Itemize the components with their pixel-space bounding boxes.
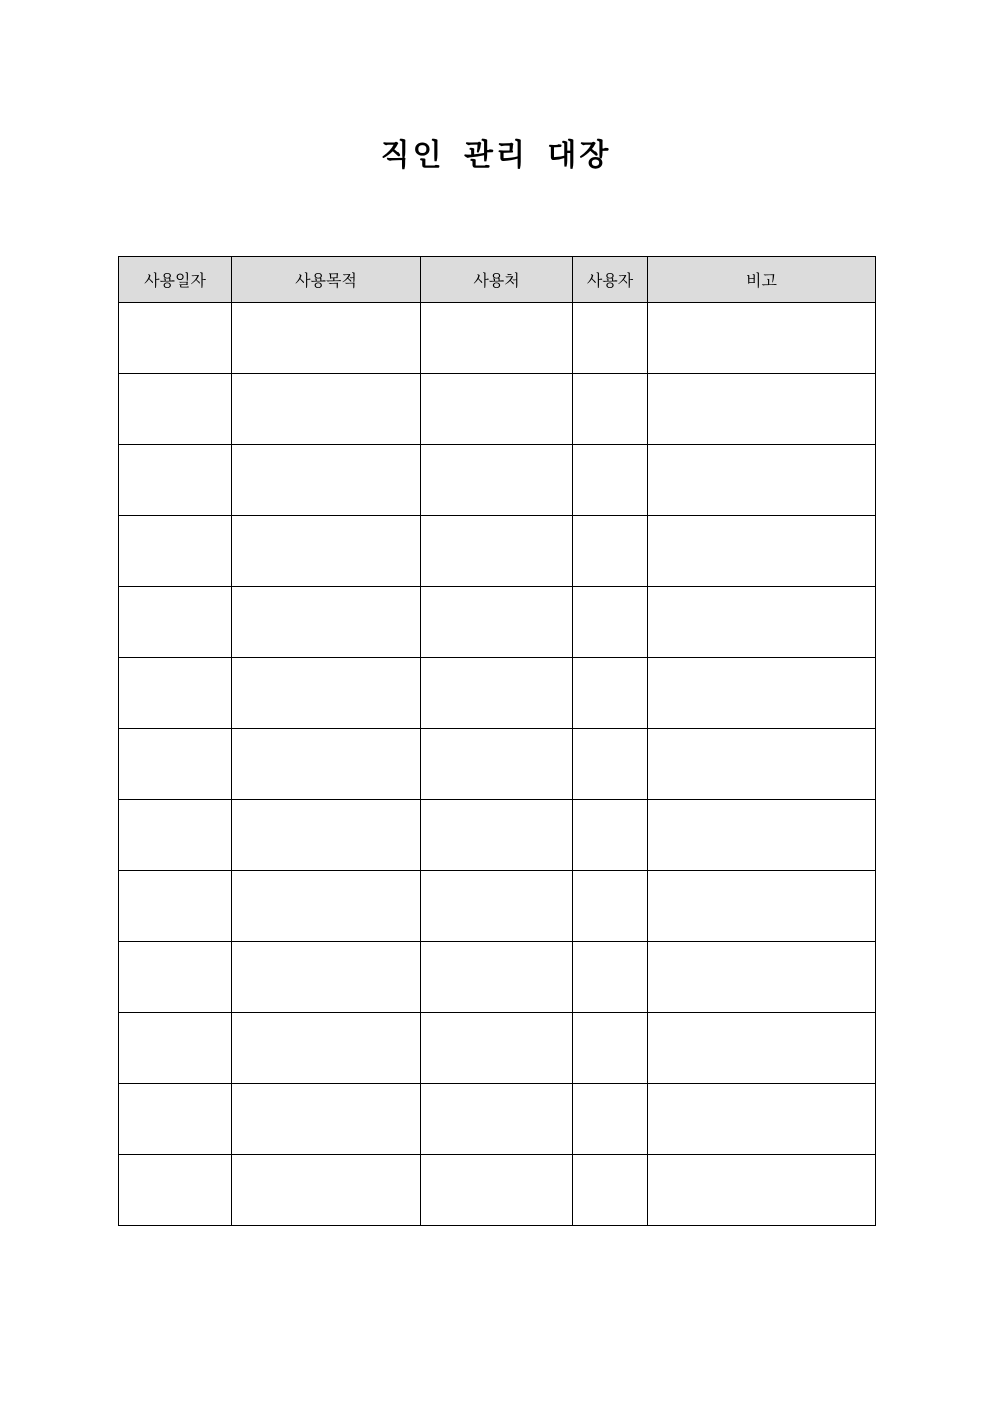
- cell-usage-place[interactable]: [421, 800, 573, 871]
- cell-remarks[interactable]: [648, 658, 876, 729]
- cell-usage-purpose[interactable]: [232, 800, 421, 871]
- cell-usage-purpose[interactable]: [232, 658, 421, 729]
- cell-usage-date[interactable]: [119, 1084, 232, 1155]
- column-header-usage-date: 사용일자: [119, 257, 232, 303]
- cell-user[interactable]: [573, 800, 648, 871]
- cell-remarks[interactable]: [648, 1155, 876, 1226]
- cell-usage-place[interactable]: [421, 303, 573, 374]
- cell-usage-purpose[interactable]: [232, 374, 421, 445]
- table-header-row: [119, 257, 876, 303]
- cell-usage-purpose[interactable]: [232, 445, 421, 516]
- table-row: [119, 445, 876, 516]
- cell-usage-date[interactable]: [119, 445, 232, 516]
- column-header-usage-purpose: 사용목적: [232, 257, 421, 303]
- cell-usage-place[interactable]: [421, 942, 573, 1013]
- cell-usage-date[interactable]: [119, 658, 232, 729]
- cell-usage-place[interactable]: [421, 516, 573, 587]
- table-row: [119, 658, 876, 729]
- table-row: [119, 1013, 876, 1084]
- cell-user[interactable]: [573, 303, 648, 374]
- cell-remarks[interactable]: [648, 445, 876, 516]
- table-row: [119, 1155, 876, 1226]
- cell-usage-place[interactable]: [421, 658, 573, 729]
- cell-usage-purpose[interactable]: [232, 303, 421, 374]
- cell-usage-purpose[interactable]: [232, 1013, 421, 1084]
- cell-usage-purpose[interactable]: [232, 1084, 421, 1155]
- cell-user[interactable]: [573, 942, 648, 1013]
- table-row: [119, 1084, 876, 1155]
- cell-remarks[interactable]: [648, 1084, 876, 1155]
- cell-remarks[interactable]: [648, 587, 876, 658]
- table-row: [119, 516, 876, 587]
- page-title: 직인 관리 대장: [380, 138, 612, 173]
- cell-usage-date[interactable]: [119, 374, 232, 445]
- cell-usage-purpose[interactable]: [232, 942, 421, 1013]
- cell-user[interactable]: [573, 658, 648, 729]
- seal-ledger-table: [118, 256, 876, 1226]
- table-row: [119, 942, 876, 1013]
- table-row: [119, 800, 876, 871]
- cell-usage-place[interactable]: [421, 445, 573, 516]
- cell-usage-date[interactable]: [119, 1013, 232, 1084]
- cell-usage-place[interactable]: [421, 1155, 573, 1226]
- cell-usage-purpose[interactable]: [232, 871, 421, 942]
- cell-remarks[interactable]: [648, 303, 876, 374]
- cell-remarks[interactable]: [648, 800, 876, 871]
- cell-user[interactable]: [573, 516, 648, 587]
- column-header-user: 사용자: [573, 257, 648, 303]
- cell-remarks[interactable]: [648, 942, 876, 1013]
- cell-usage-date[interactable]: [119, 800, 232, 871]
- cell-remarks[interactable]: [648, 729, 876, 800]
- table-row: [119, 729, 876, 800]
- column-header-usage-place: 사용처: [421, 257, 573, 303]
- cell-usage-date[interactable]: [119, 729, 232, 800]
- cell-usage-purpose[interactable]: [232, 587, 421, 658]
- cell-remarks[interactable]: [648, 374, 876, 445]
- cell-usage-purpose[interactable]: [232, 516, 421, 587]
- table-row: [119, 374, 876, 445]
- cell-usage-date[interactable]: [119, 942, 232, 1013]
- cell-usage-date[interactable]: [119, 1155, 232, 1226]
- cell-usage-date[interactable]: [119, 587, 232, 658]
- cell-user[interactable]: [573, 1084, 648, 1155]
- cell-usage-purpose[interactable]: [232, 1155, 421, 1226]
- cell-user[interactable]: [573, 871, 648, 942]
- cell-remarks[interactable]: [648, 516, 876, 587]
- table-body: [119, 303, 876, 1226]
- cell-user[interactable]: [573, 374, 648, 445]
- cell-usage-place[interactable]: [421, 1013, 573, 1084]
- cell-user[interactable]: [573, 1155, 648, 1226]
- cell-usage-place[interactable]: [421, 587, 573, 658]
- cell-user[interactable]: [573, 445, 648, 516]
- table-row: [119, 587, 876, 658]
- table-row: [119, 303, 876, 374]
- cell-usage-date[interactable]: [119, 871, 232, 942]
- table-row: [119, 871, 876, 942]
- cell-usage-place[interactable]: [421, 1084, 573, 1155]
- cell-usage-place[interactable]: [421, 871, 573, 942]
- cell-usage-date[interactable]: [119, 516, 232, 587]
- column-header-remarks: 비고: [648, 257, 876, 303]
- cell-remarks[interactable]: [648, 1013, 876, 1084]
- cell-usage-place[interactable]: [421, 374, 573, 445]
- cell-user[interactable]: [573, 1013, 648, 1084]
- cell-remarks[interactable]: [648, 871, 876, 942]
- cell-usage-date[interactable]: [119, 303, 232, 374]
- cell-user[interactable]: [573, 729, 648, 800]
- cell-user[interactable]: [573, 587, 648, 658]
- cell-usage-purpose[interactable]: [232, 729, 421, 800]
- cell-usage-place[interactable]: [421, 729, 573, 800]
